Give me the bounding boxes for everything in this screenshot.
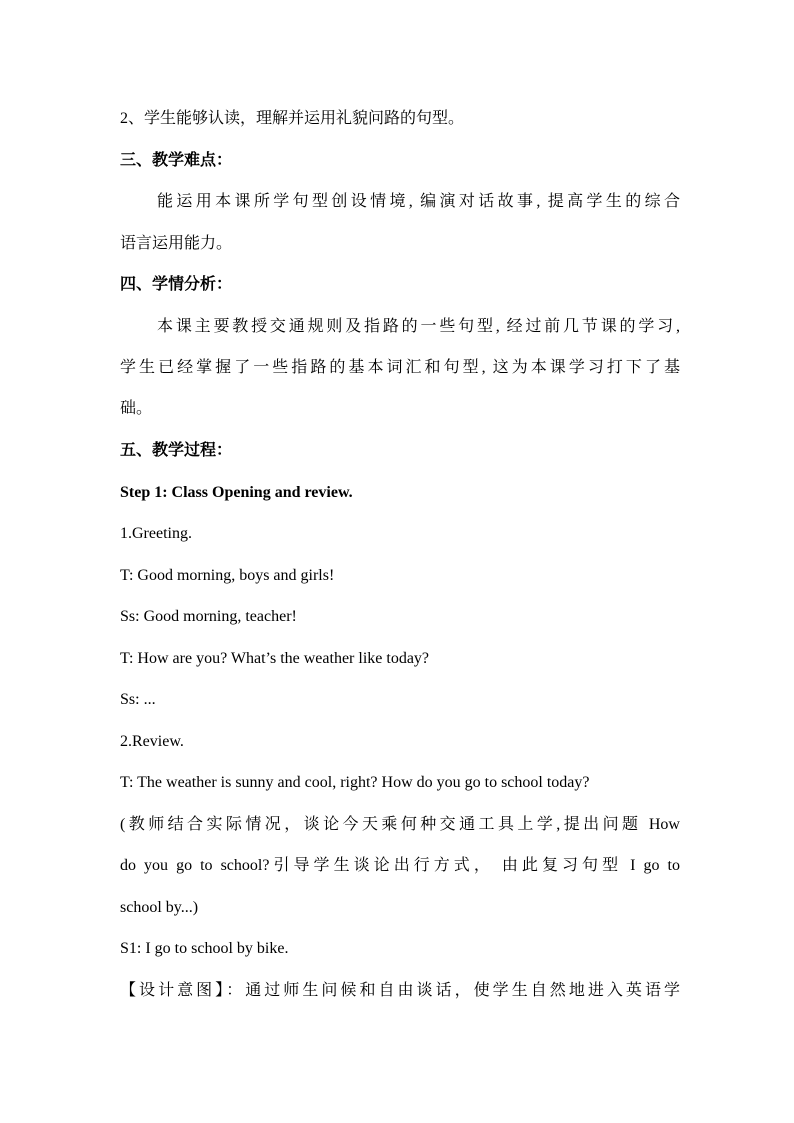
dialogue-line: Ss: ... xyxy=(120,691,156,708)
analysis-paragraph-line-2: 学生已经掌握了一些指路的基本词汇和句型, 这为本课学习打下了基 xyxy=(120,359,680,376)
dialogue-line: Ss: Good morning, teacher! xyxy=(120,608,297,625)
step-1-heading: Step 1: Class Opening and review. xyxy=(120,484,353,501)
section-heading-teaching-process: 五、教学过程： xyxy=(120,442,233,459)
difficulties-paragraph-line-1: 能运用本课所学句型创设情境, 编演对话故事, 提高学生的综合 xyxy=(157,193,680,210)
teacher-note-line-2: do you go to school?引导学生谈论出行方式， 由此复习句型 I go to xyxy=(120,857,680,874)
greeting-label: 1.Greeting. xyxy=(120,525,192,542)
dialogue-line: S1: I go to school by bike. xyxy=(120,940,289,957)
objective-line-2: 2、学生能够认读，理解并运用礼貌问路的句型。 xyxy=(120,110,465,127)
teacher-note-line-3: school by...) xyxy=(120,899,199,916)
dialogue-line: T: How are you? What’s the weather like today? xyxy=(120,650,430,667)
dialogue-line: T: The weather is sunny and cool, right? How do you go to school today? xyxy=(120,774,590,791)
dialogue-line: T: Good morning, boys and girls! xyxy=(120,567,335,584)
analysis-paragraph-line-3: 础。 xyxy=(120,400,153,417)
analysis-paragraph-line-1: 本课主要教授交通规则及指路的一些句型, 经过前几节课的学习, xyxy=(157,318,680,335)
teacher-note-line-1: (教师结合实际情况，谈论今天乘何种交通工具上学,提出问题 How xyxy=(120,816,680,833)
difficulties-paragraph-line-2: 语言运用能力。 xyxy=(120,235,233,252)
design-intent-line: 【设计意图】：通过师生问候和自由谈话，使学生自然地进入英语学 xyxy=(120,982,680,999)
review-label: 2.Review. xyxy=(120,733,184,750)
section-heading-difficulties: 三、教学难点： xyxy=(120,152,233,169)
section-heading-learner-analysis: 四、学情分析： xyxy=(120,276,233,293)
